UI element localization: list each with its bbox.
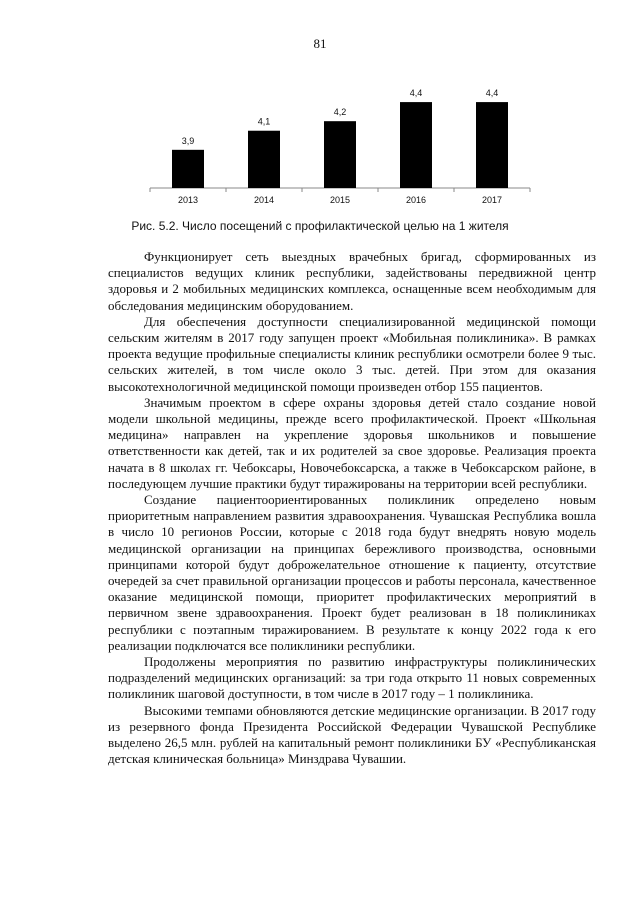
data-label-2016: 4,4 [409, 88, 423, 99]
paragraph-2: Для обеспечения доступности специализированной медицинской помощи сельским жителям в 2017 году запущен проект «Мобильная поликлиника». В рамках проекта ведущие профильные специалисты клиник республики осмотрели более 9 тыс. сельских жителей, в том числе около 3 тыс. детей. При этом для оказания высокотехнологичной медицинской помощи произведен отбор 155 пациентов. [108, 313, 596, 394]
category-label-2014: 2014 [253, 195, 275, 205]
paragraph-6: Высокими темпами обновляются детские медицинские организации. В 2017 году из резервного фонда Президента Российской Федерации Чувашской Республике выделено 26,5 млн. рублей на капитальный ремонт поликлиники БУ «Республиканская детская клиническая больница» Минздрава Чувашии. [108, 702, 596, 767]
bar-2017 [476, 102, 508, 188]
data-label-2015: 4,2 [333, 107, 347, 118]
data-label-2014: 4,1 [257, 116, 271, 127]
bar-2013 [172, 150, 204, 188]
paragraph-3: Значимым проектом в сфере охраны здоровья детей стало создание новой модели школьной медицины, прежде всего профилактической. Проект «Школьная медицина» направлен на укрепление здоровья школьников и повышение ответственности как детей, так и их родителей за свое здоровье. Реализация проекта начата в 8 школах гг. Чебоксары, Новочебоксарска, а также в Чебоксарском районе, в последующем лучшие практики будут тиражированы на территории всей республики. [108, 394, 596, 491]
body-text [108, 249, 596, 768]
category-label-2017: 2017 [481, 195, 503, 205]
data-label-2017: 4,4 [485, 88, 499, 99]
category-label-2015: 2015 [329, 195, 351, 205]
paragraph-4: Создание пациентоориентированных поликлиник определено новым приоритетным направлением развития здравоохранения. Чувашская Республика вошла в число 10 регионов России, которые с 2018 года будут внедрять новую модель медицинской организации на принципах бережливого производства, основными принципами которой будут доброжелательное отношение к пациенту, отсутствие очередей за счет правильной организации процессов и работы персонала, качественное оказание медицинской помощи, приоритет профилактических мероприятий в первичном звене здравоохранения. Проект будет реализован в 18 поликлиниках республики с поэтапным тиражированием. В результате к концу 2022 года к его реализации подключатся все поликлиники республики. [108, 492, 596, 653]
bar-2016 [400, 102, 432, 188]
paragraph-1: Функционирует сеть выездных врачебных бригад, сформированных из специалистов ведущих клиник республики, задействованы передвижной центр здоровья и 2 мобильных медицинских комплекса, оснащенные всем необходимым для обследования медицинским оборудованием. [108, 249, 596, 313]
paragraph-5: Продолжены мероприятия по развитию инфраструктуры поликлинических подразделений медицинских организаций: за три года открыто 11 новых современных поликлиник шаговой доступности, в том числе в 2017 году – 1 поликлиника. [108, 654, 596, 702]
figure-caption: Рис. 5.2. Число посещений с профилактической целью на 1 жителя [131, 219, 509, 233]
category-label-2013: 2013 [177, 195, 199, 205]
page-number: 81 [313, 36, 327, 51]
bar-2014 [248, 131, 280, 188]
chart-svg [140, 75, 540, 210]
category-label-2016: 2016 [405, 195, 427, 205]
bar-2015 [324, 121, 356, 188]
data-label-2013: 3,9 [181, 135, 195, 146]
bar-chart [140, 75, 540, 210]
